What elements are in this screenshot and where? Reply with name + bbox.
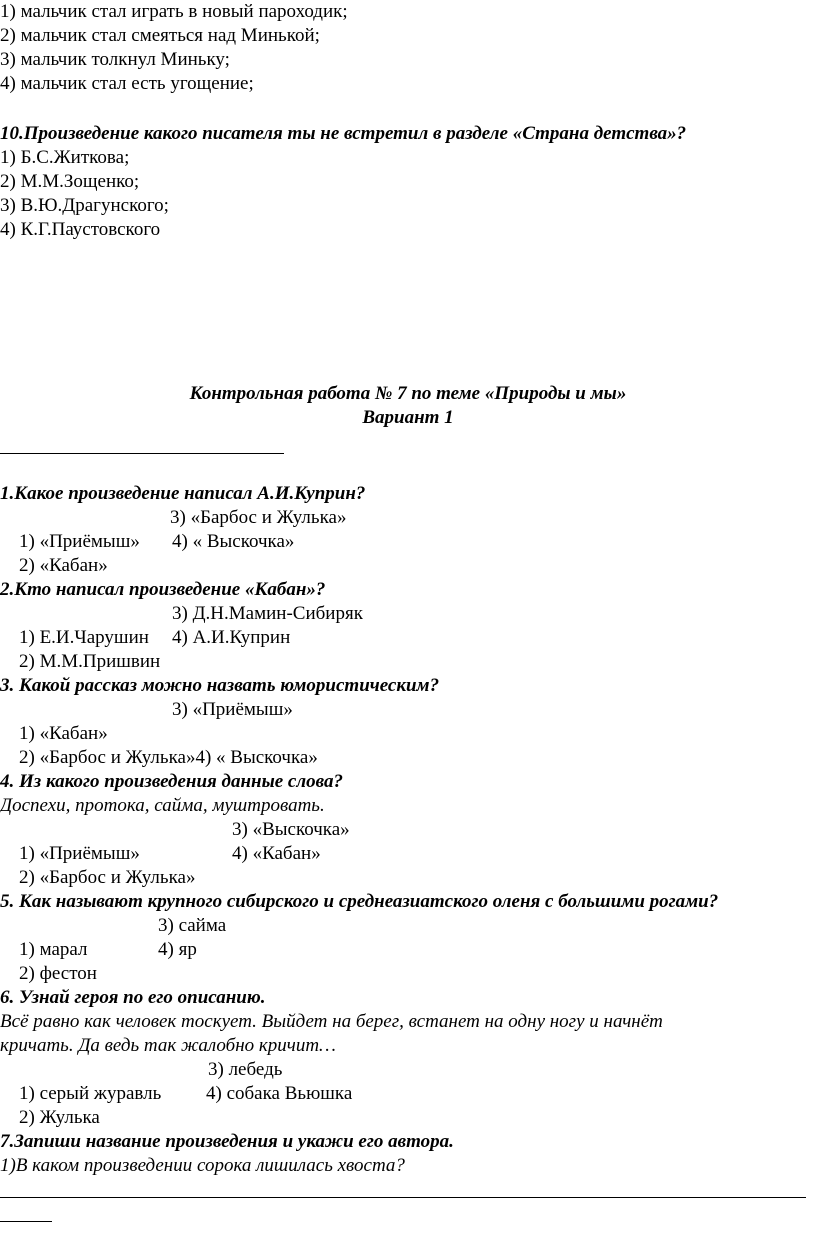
- option-left: 2) «Кабан»: [19, 555, 108, 576]
- option-left: 2) Жулька: [19, 1107, 100, 1128]
- option-row: [0, 842, 321, 888]
- option-left: 1) «Кабан»: [19, 723, 108, 744]
- option-right: 4) «Кабан»: [232, 843, 321, 864]
- option-right: 4) А.И.Куприн: [172, 627, 291, 648]
- option-row: [0, 1082, 353, 1128]
- answer-line: [0, 1197, 806, 1198]
- option-left: 1) «Приёмыш»: [19, 531, 140, 552]
- question-text: Доспехи, протока, сайма, муштровать.: [0, 795, 325, 816]
- option-right: 3) «Барбос и Жулька»: [170, 507, 347, 528]
- question-title: 4. Из какого произведения данные слова?: [0, 771, 343, 792]
- option-left: 1) «Приёмыш»: [19, 843, 140, 864]
- option-left: 1) Е.И.Чарушин: [19, 627, 149, 648]
- prev-option-2: 2) мальчик стал смеяться над Минькой;: [0, 25, 320, 46]
- question-text: Всё равно как человек тоскует. Выйдет на берег, встанет на одну ногу и начнёт: [0, 1011, 663, 1032]
- option-right: 4) яр: [158, 939, 197, 960]
- option-left: 2) М.М.Пришвин: [19, 651, 161, 672]
- prev-option-3: 3) мальчик толкнул Миньку;: [0, 49, 230, 70]
- question-text: 1)В каком произведении сорока лишилась хвоста?: [0, 1155, 405, 1176]
- option-right: 3) сайма: [158, 915, 227, 936]
- option-left: 2) фестон: [19, 963, 97, 984]
- q10-option-2: 2) М.М.Зощенко;: [0, 171, 140, 192]
- test-variant: Вариант 1: [362, 407, 454, 428]
- prev-option-1: 1) мальчик стал играть в новый пароходик;: [0, 1, 348, 22]
- answer-line-short: [0, 1221, 52, 1222]
- option-left: 2) «Барбос и Жулька»4) « Выскочка»: [19, 747, 318, 768]
- option-right: 3) Д.Н.Мамин-Сибиряк: [172, 603, 363, 624]
- question-title: 3. Какой рассказ можно назвать юмористическим?: [0, 675, 440, 696]
- question-title: 6. Узнай героя по его описанию.: [0, 987, 266, 1008]
- question-title: 1.Какое произведение написал А.И.Куприн?: [0, 483, 366, 504]
- option-row: [0, 698, 293, 744]
- option-left: 1) серый журавль: [19, 1083, 162, 1104]
- prev-option-4: 4) мальчик стал есть угощение;: [0, 73, 254, 94]
- heading-divider: [0, 453, 284, 454]
- question-text: кричать. Да ведь так жалобно кричит…: [0, 1035, 336, 1056]
- option-right: 3) «Приёмыш»: [172, 699, 293, 720]
- question-title: 7.Запиши название произведения и укажи его автора.: [0, 1131, 454, 1152]
- option-right: 3) «Выскочка»: [232, 819, 350, 840]
- option-row: [0, 938, 197, 984]
- question-title: 5. Как называют крупного сибирского и среднеазиатского оленя с большими рогами?: [0, 891, 719, 912]
- option-row: [0, 530, 295, 576]
- option-row: [0, 722, 318, 768]
- q10-option-1: 1) Б.С.Житкова;: [0, 147, 130, 168]
- option-row: [0, 626, 291, 672]
- test-title: Контрольная работа № 7 по теме «Природы и мы»: [189, 383, 627, 404]
- option-right: 4) собака Вьюшка: [206, 1083, 353, 1104]
- question-title: 2.Кто написал произведение «Кабан»?: [0, 579, 326, 600]
- q10-title: 10.Произведение какого писателя ты не встретил в разделе «Страна детства»?: [0, 123, 687, 144]
- q10-option-4: 4) К.Г.Паустовского: [0, 219, 161, 240]
- option-left: 1) марал: [19, 939, 88, 960]
- option-left: 2) «Барбос и Жулька»: [19, 867, 196, 888]
- option-right: 4) « Выскочка»: [172, 531, 295, 552]
- q10-option-3: 3) В.Ю.Драгунского;: [0, 195, 169, 216]
- option-right: 3) лебедь: [208, 1059, 283, 1080]
